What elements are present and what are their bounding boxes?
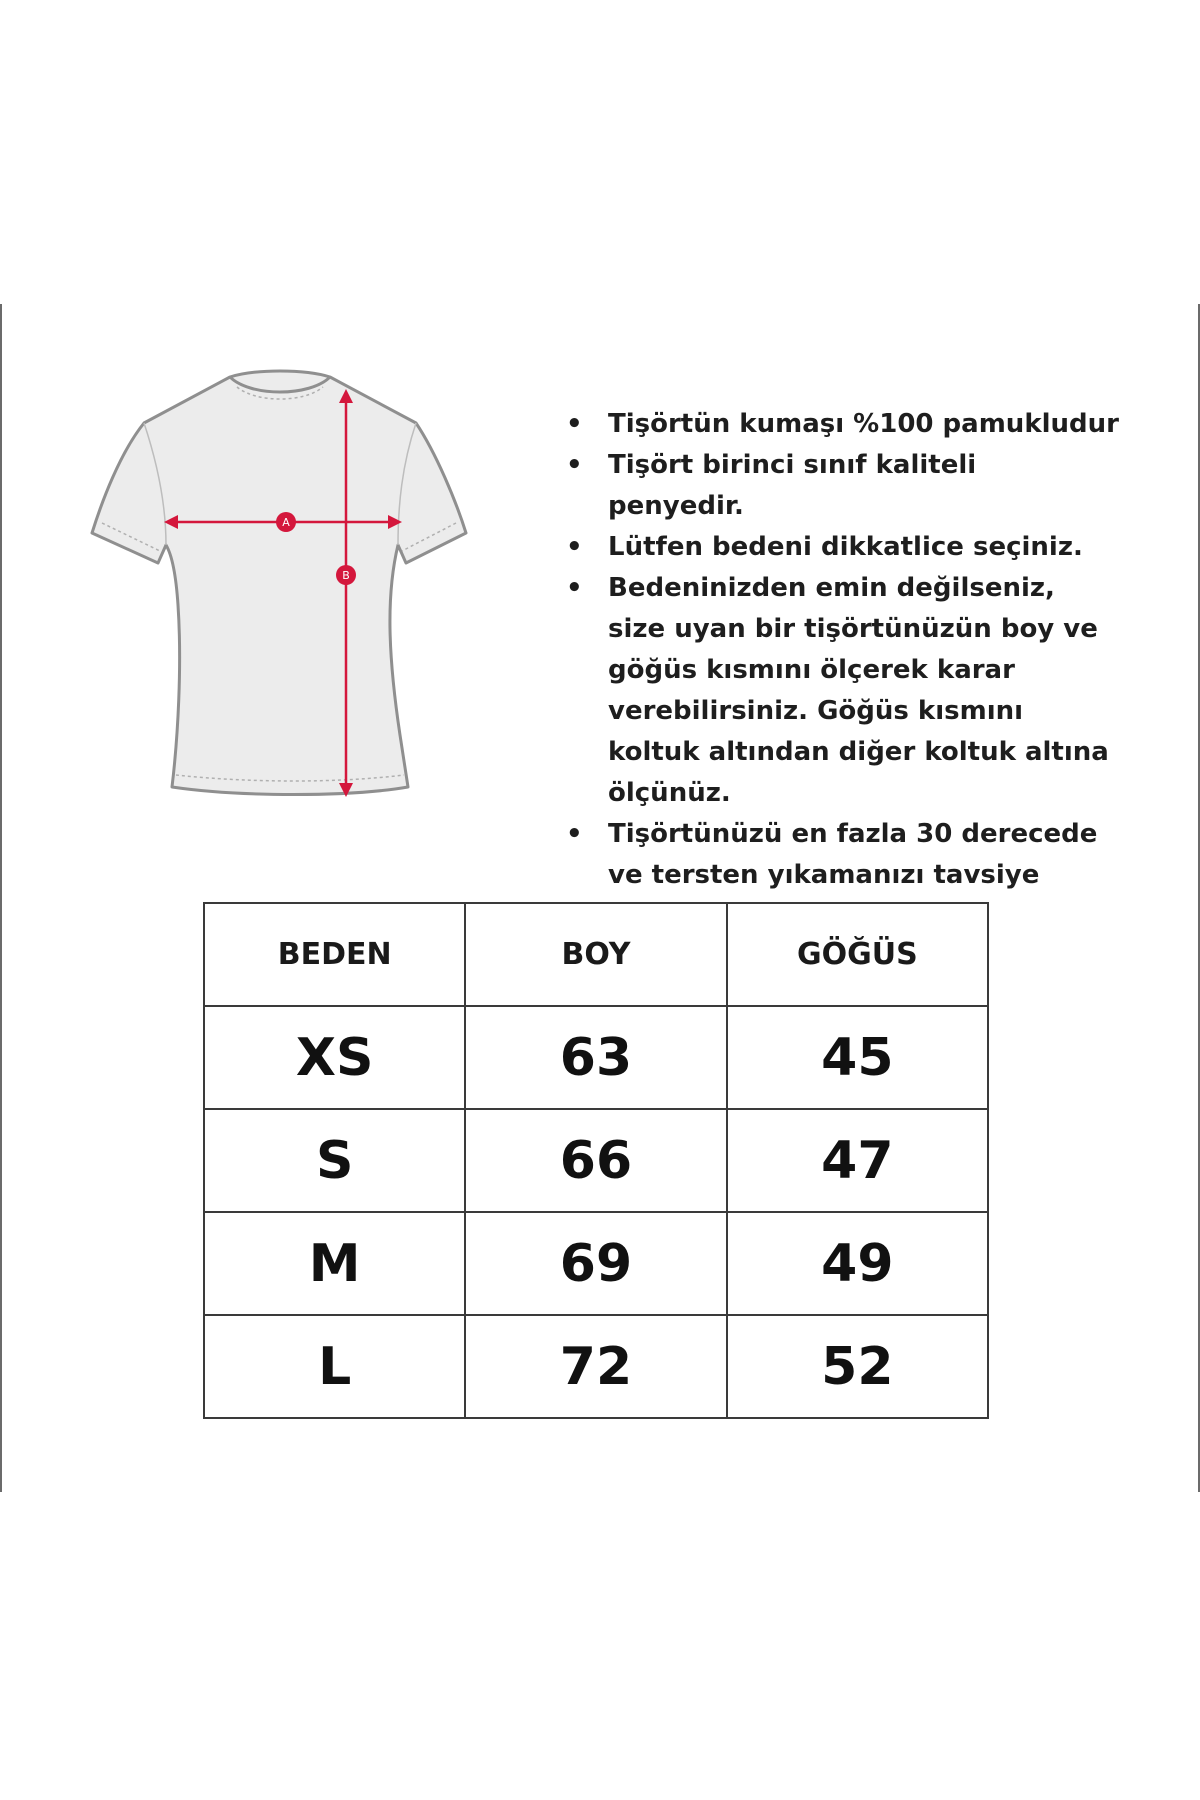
boy-cell: 66 [465, 1109, 726, 1212]
table-row [204, 1109, 988, 1212]
table-row [204, 1212, 988, 1315]
size-cell: L [204, 1315, 465, 1418]
size-cell: XS [204, 1006, 465, 1109]
header-boy: BOY [465, 903, 726, 1006]
boy-cell: 69 [465, 1212, 726, 1315]
info-bullet: • Bedeninizden emin değilseniz, size uyan bir tişörtünüzün boy ve göğüs kısmını ölçerek karar verebilirsiniz. Göğüs kısmını koltuk altından diğer koltuk altına ölçünüz. [560, 568, 1120, 814]
care-info-list [560, 404, 1120, 937]
info-bullet: • Tişört birinci sınıf kaliteli penyedir. [560, 445, 1120, 527]
gogus-cell: 47 [727, 1109, 988, 1212]
header-beden: BEDEN [204, 903, 465, 1006]
table-row [204, 1315, 988, 1418]
boy-cell: 72 [465, 1315, 726, 1418]
info-bullet: • Tişörtün kumaşı %100 pamukludur [560, 404, 1120, 445]
tshirt-diagram [80, 365, 480, 815]
size-chart-table [203, 902, 989, 1419]
header-gogus: GÖĞÜS [727, 903, 988, 1006]
panel-left-border [0, 304, 2, 1492]
size-cell: M [204, 1212, 465, 1315]
boy-cell: 63 [465, 1006, 726, 1109]
gogus-cell: 45 [727, 1006, 988, 1109]
info-bullet: • Tişörtünüzü en fazla 30 derecede ve tersten yıkamanızı tavsiye [560, 814, 1120, 937]
table-header-row [204, 903, 988, 1006]
gogus-cell: 49 [727, 1212, 988, 1315]
marker-b-label: B [342, 569, 350, 582]
marker-a-label: A [282, 516, 290, 529]
table-row [204, 1006, 988, 1109]
size-cell: S [204, 1109, 465, 1212]
gogus-cell: 52 [727, 1315, 988, 1418]
info-bullet: • Lütfen bedeni dikkatlice seçiniz. [560, 527, 1120, 568]
